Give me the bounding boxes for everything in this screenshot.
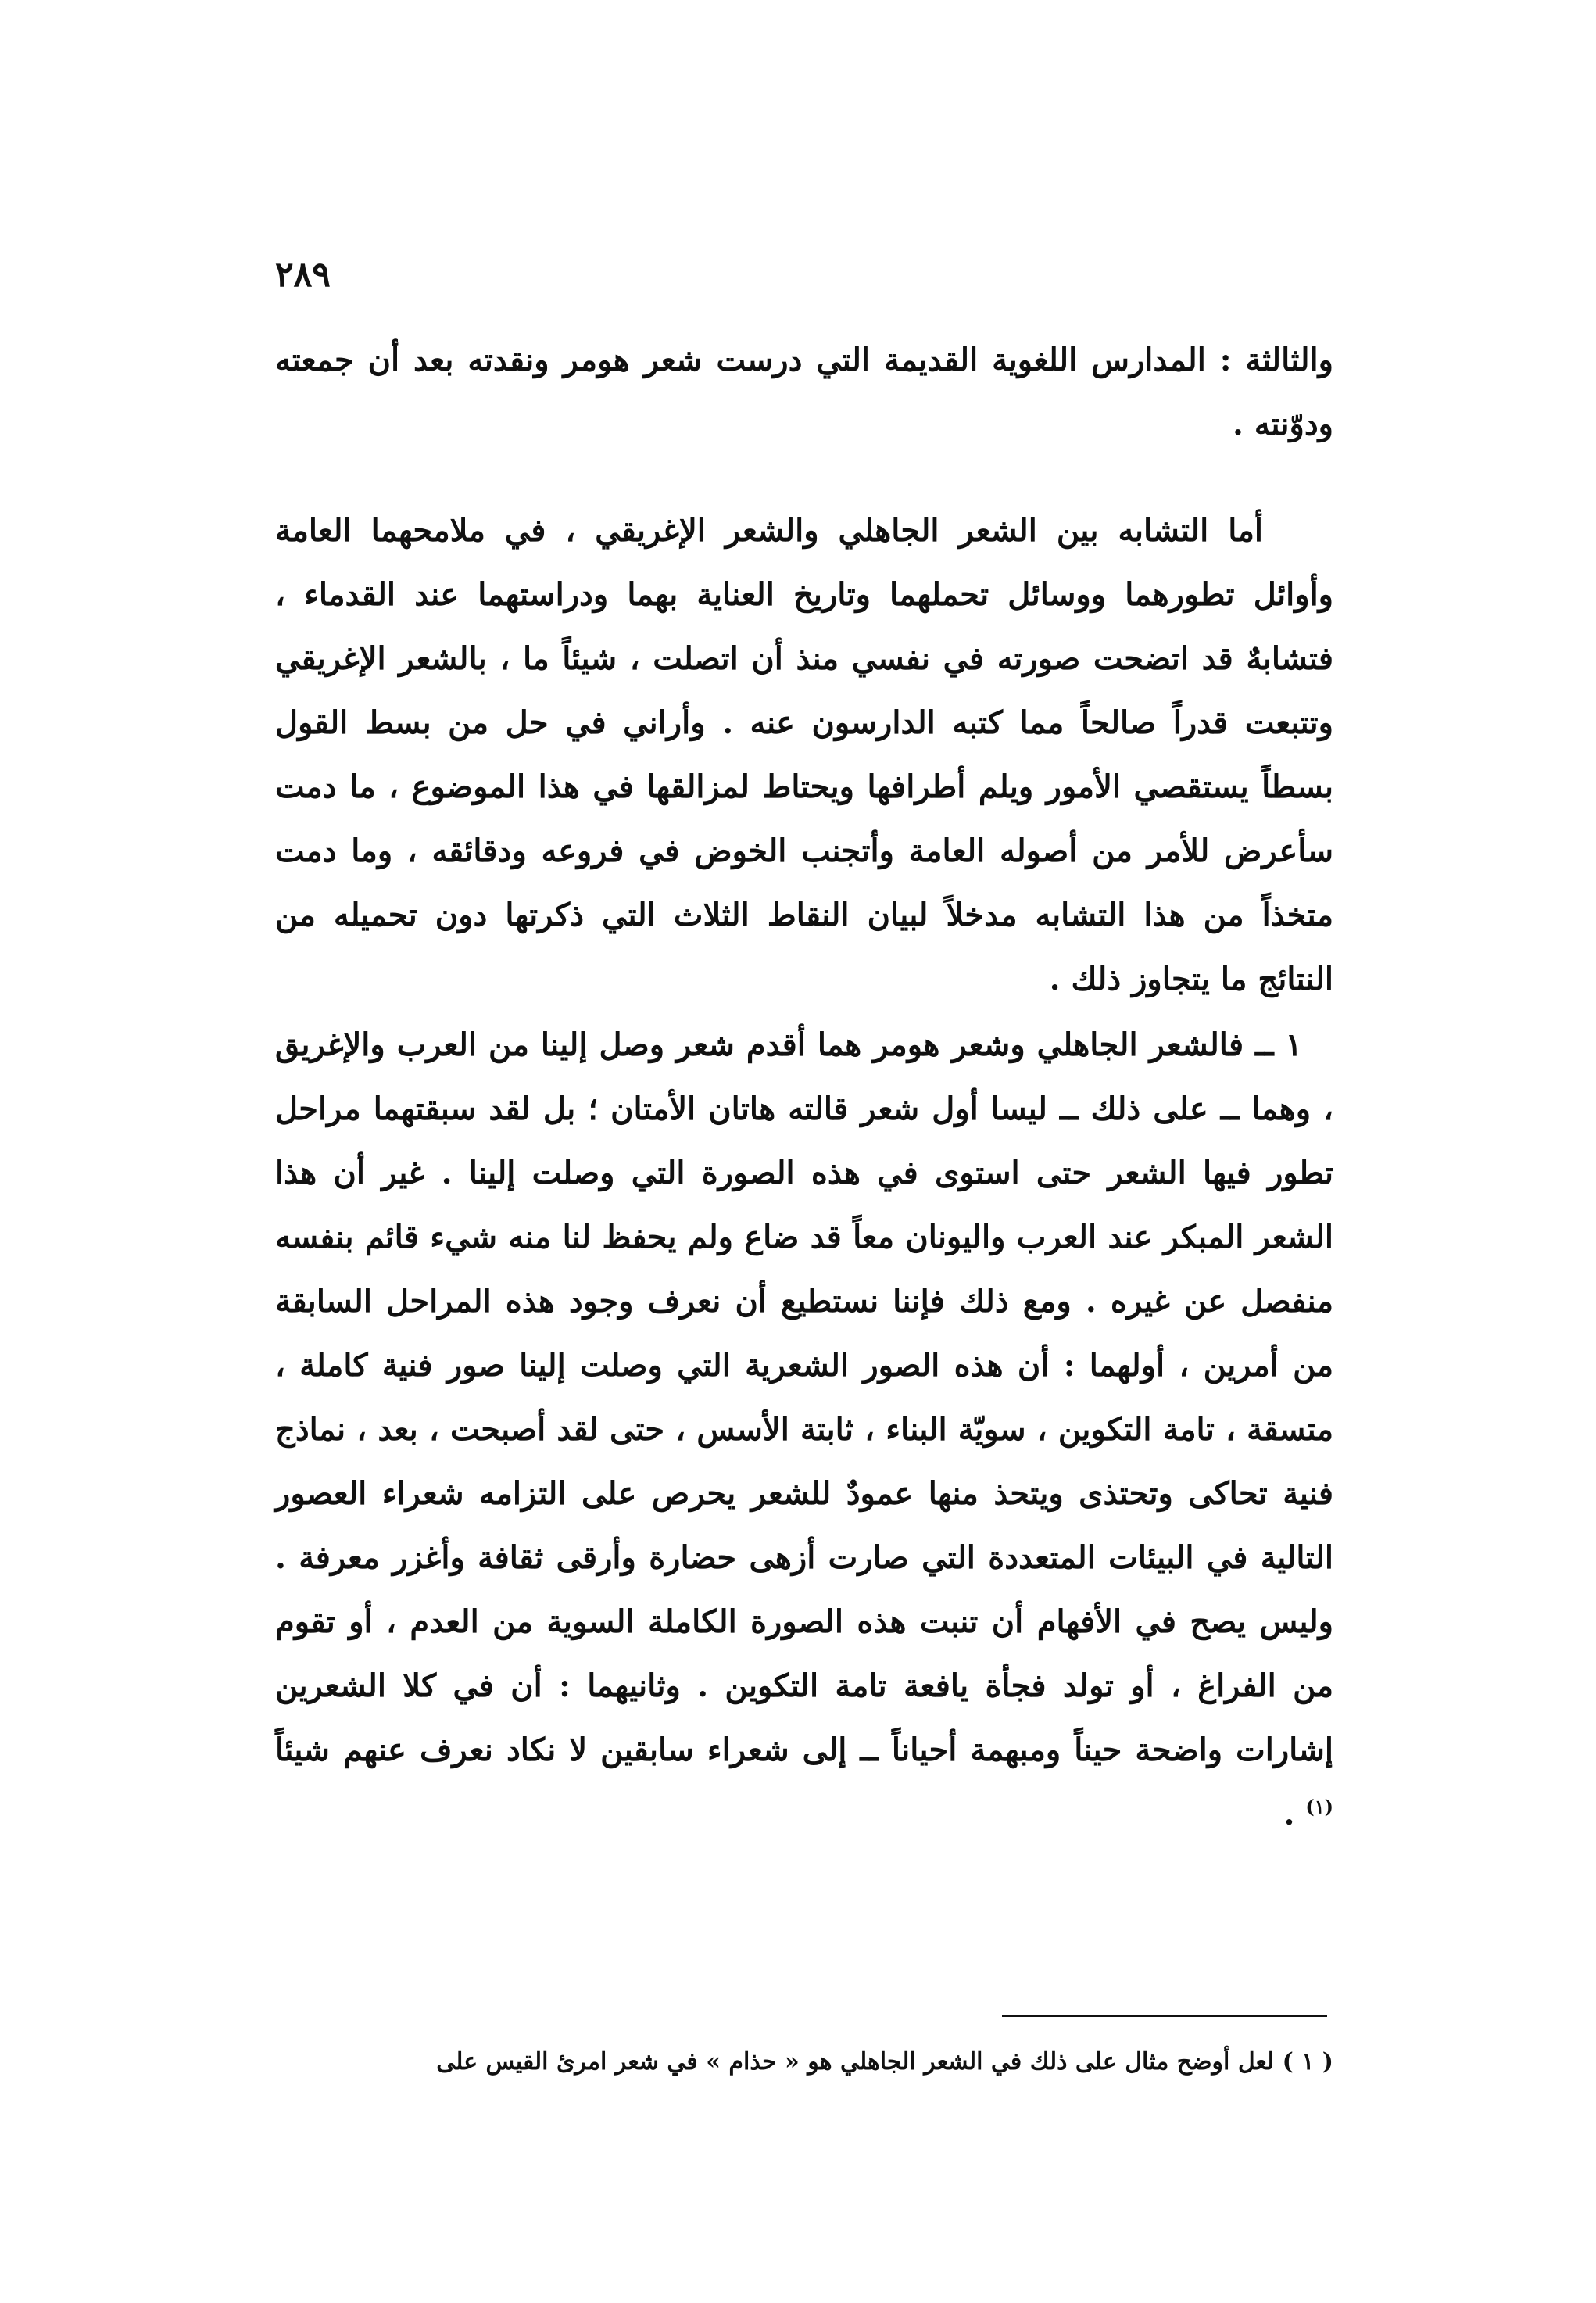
footnote-divider	[1002, 2015, 1327, 2017]
page-number: ٢٨٩	[275, 255, 331, 295]
paragraph-schools: والثالثة : المدارس اللغوية القديمة التي درست شعر هومر ونقدته بعد أن جمعته ودوّنته .	[275, 342, 1333, 442]
paragraph-similarity: أما التشابه بين الشعر الجاهلي والشعر الإغريقي ، في ملامحهما العامة وأوائل تطورهما ووسائل تحملهما وتاريخ العناية بهما ودراستهما عند القدماء ، فتشابهٌ قد اتضحت صورته في نفسي منذ أن اتصلت ، شيئاً ما ، بالشعر الإغريقي وتتبعت قدراً صالحاً مما كتبه الدارسون عنه . وأراني في حل من بسط القول بسطاً يستقصي الأمور ويلم أطرافها ويحتاط لمزالقها في هذا الموضوع ، ما دمت سأعرض للأمر من أصوله العامة وأتجنب الخوض في فروعه ودقائقه ، وما دمت متخذاً من هذا التشابه مدخلاً لبيان النقاط الثلاث التي ذكرتها دون تحميله من النتائج ما يتجاوز ذلك .	[275, 512, 1333, 997]
footnote-marker: (١)	[1305, 1795, 1333, 1818]
paragraph-oldest-poetry	[275, 1013, 1333, 1846]
footnote: ( ١ ) لعل أوضح مثال على ذلك في الشعر الجاهلي هو « حذام » في شعر امرئ القيس على	[436, 2048, 1333, 2076]
paragraph-end: .	[1283, 1796, 1306, 1832]
paragraph-oldest-poetry-text: ١ ــ فالشعر الجاهلي وشعر هومر هما أقدم شعر وصل إلينا من العرب والإغريق ، وهما ــ على ذلك ــ ليسا أول شعر قالته هاتان الأمتان ؛ بل لقد سبقتهما مراحل تطور فيها الشعر حتى استوى في هذه الصورة التي وصلت إلينا . غير أن هذا الشعر المبكر عند العرب واليونان معاً قد ضاع ولم يحفظ لنا منه شيء قائم بنفسه منفصل عن غيره . ومع ذلك فإننا نستطيع أن نعرف وجود هذه المراحل السابقة من أمرين ، أولهما : أن هذه الصور الشعرية التي وصلت إلينا صور فنية كاملة ، متسقة ، تامة التكوين ، سويّة البناء ، ثابتة الأسس ، حتى لقد أصبحت ، بعد ، نماذج فنية تحاكى وتحتذى ويتحذ منها عمودٌ للشعر يحرص على التزامه شعراء العصور التالية في البيئات المتعددة التي صارت أزهى حضارة وأرقى ثقافة وأغزر معرفة . وليس يصح في الأفهام أن تنبت هذه الصورة الكاملة السوية من العدم ، أو تقوم من الفراغ ، أو تولد فجأة يافعة تامة التكوين . وثانيهما : أن في كلا الشعرين إشارات واضحة حيناً ومبهمة أحياناً ــ إلى شعراء سابقين لا نكاد نعرف عنهم شيئاً	[275, 1026, 1333, 1768]
